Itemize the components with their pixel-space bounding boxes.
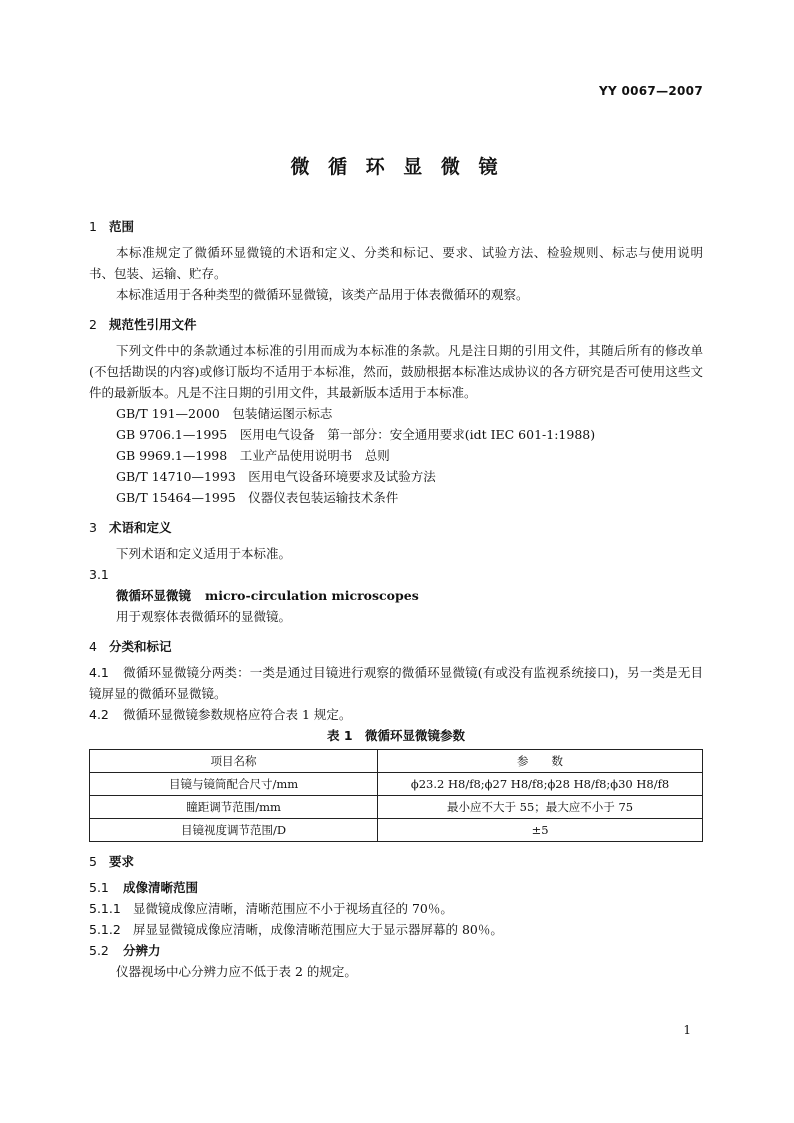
table-header-row bbox=[90, 750, 703, 773]
table-cell: 瞳距调节范围/mm bbox=[90, 796, 378, 819]
table-cell: ±5 bbox=[378, 819, 703, 842]
section-number: 1 bbox=[89, 219, 97, 234]
document-body bbox=[89, 216, 703, 982]
clause-number-label: 5.1.2 bbox=[89, 922, 121, 937]
clause-text: 显微镜成像应清晰，清晰范围应不小于视场直径的 70％。 bbox=[133, 901, 453, 916]
standard-code: YY 0067—2007 bbox=[599, 84, 703, 98]
table-row bbox=[90, 819, 703, 842]
section-4-heading bbox=[89, 636, 703, 657]
term-english: micro-circulation microscopes bbox=[205, 588, 419, 603]
section-5-heading bbox=[89, 851, 703, 872]
clause-4-1 bbox=[89, 662, 703, 704]
reference-item: GB 9969.1—1998 工业产品使用说明书 总则 bbox=[116, 448, 390, 463]
paragraph: 本标准规定了微循环显微镜的术语和定义、分类和标记、要求、试验方法、检验规则、标志与使用说明书、包装、运输、贮存。 bbox=[89, 245, 703, 281]
subsection-number: 5.2 bbox=[89, 943, 109, 958]
reference-item: GB/T 191—2000 包装储运图示标志 bbox=[116, 406, 333, 421]
section-number: 3 bbox=[89, 520, 97, 535]
clause-text: 微循环显微镜分两类：一类是通过目镜进行观察的微循环显微镜(有或没有监视系统接口)，另一类是无目镜屏显的微循环显微镜。 bbox=[89, 665, 703, 701]
table-cell: 目镜与镜筒配合尺寸/mm bbox=[90, 773, 378, 796]
clause-4-2 bbox=[89, 704, 703, 725]
table-row bbox=[90, 796, 703, 819]
term-entry bbox=[89, 585, 703, 606]
term-chinese: 微循环显微镜 bbox=[116, 588, 192, 603]
document-title: 微 循 环 显 微 镜 bbox=[290, 156, 504, 178]
section-number: 2 bbox=[89, 317, 97, 332]
parameters-table bbox=[89, 749, 703, 842]
subsection-5-1-heading bbox=[89, 877, 703, 898]
table-cell: 最小应不大于 55；最大应不小于 75 bbox=[378, 796, 703, 819]
table-cell: 目镜视度调节范围/D bbox=[90, 819, 378, 842]
section-2-heading bbox=[89, 314, 703, 335]
clause-number-label: 4.2 bbox=[89, 707, 109, 722]
section-number: 4 bbox=[89, 639, 97, 654]
clause-text: 屏显显微镜成像应清晰，成像清晰范围应大于显示器屏幕的 80％。 bbox=[133, 922, 503, 937]
subsection-number: 5.1 bbox=[89, 880, 109, 895]
paragraph: 本标准适用于各种类型的微循环显微镜，该类产品用于体表微循环的观察。 bbox=[116, 287, 529, 302]
table-header-cell: 参 数 bbox=[378, 750, 703, 773]
section-title: 分类和标记 bbox=[109, 639, 172, 654]
subsection-5-2-heading bbox=[89, 940, 703, 961]
table-1-caption: 表 1 微循环显微镜参数 bbox=[326, 728, 466, 743]
paragraph: 下列文件中的条款通过本标准的引用而成为本标准的条款。凡是注日期的引用文件，其随后所有的修改单(不包括勘误的内容)或修订版均不适用于本标准，然而，鼓励根据本标准达成协议的各方研究是否可使用这些文件的最新版本。凡是不注日期的引用文件，其最新版本适用于本标准。 bbox=[89, 343, 703, 400]
section-number: 5 bbox=[89, 854, 97, 869]
clause-5-1-1 bbox=[89, 898, 703, 919]
table-header-cell: 项目名称 bbox=[90, 750, 378, 773]
section-title: 要求 bbox=[109, 854, 135, 869]
paragraph: 下列术语和定义适用于本标准。 bbox=[116, 546, 292, 561]
clause-number-label: 4.1 bbox=[89, 665, 109, 680]
table-cell: ϕ23.2 H8/f8;ϕ27 H8/f8;ϕ28 H8/f8;ϕ30 H8/f8 bbox=[378, 773, 703, 796]
section-1-heading bbox=[89, 216, 703, 237]
reference-item: GB 9706.1—1995 医用电气设备 第一部分：安全通用要求(idt IEC 601-1:1988) bbox=[116, 427, 596, 442]
clause-number-label: 5.1.1 bbox=[89, 901, 121, 916]
subsection-title: 成像清晰范围 bbox=[123, 880, 199, 895]
section-title: 范围 bbox=[109, 219, 135, 234]
clause-5-1-2 bbox=[89, 919, 703, 940]
clause-number-label: 3.1 bbox=[89, 567, 109, 582]
term-definition: 用于观察体表微循环的显微镜。 bbox=[116, 609, 292, 624]
paragraph: 仪器视场中心分辨力应不低于表 2 的规定。 bbox=[116, 964, 357, 979]
section-3-heading bbox=[89, 517, 703, 538]
section-title: 规范性引用文件 bbox=[109, 317, 197, 332]
subsection-title: 分辨力 bbox=[123, 943, 161, 958]
clause-number bbox=[89, 564, 703, 585]
section-title: 术语和定义 bbox=[109, 520, 172, 535]
table-row bbox=[90, 773, 703, 796]
reference-item: GB/T 15464—1995 仪器仪表包装运输技术条件 bbox=[116, 490, 399, 505]
clause-text: 微循环显微镜参数规格应符合表 1 规定。 bbox=[123, 707, 352, 722]
reference-item: GB/T 14710—1993 医用电气设备环境要求及试验方法 bbox=[116, 469, 436, 484]
page-number: 1 bbox=[683, 1023, 691, 1037]
